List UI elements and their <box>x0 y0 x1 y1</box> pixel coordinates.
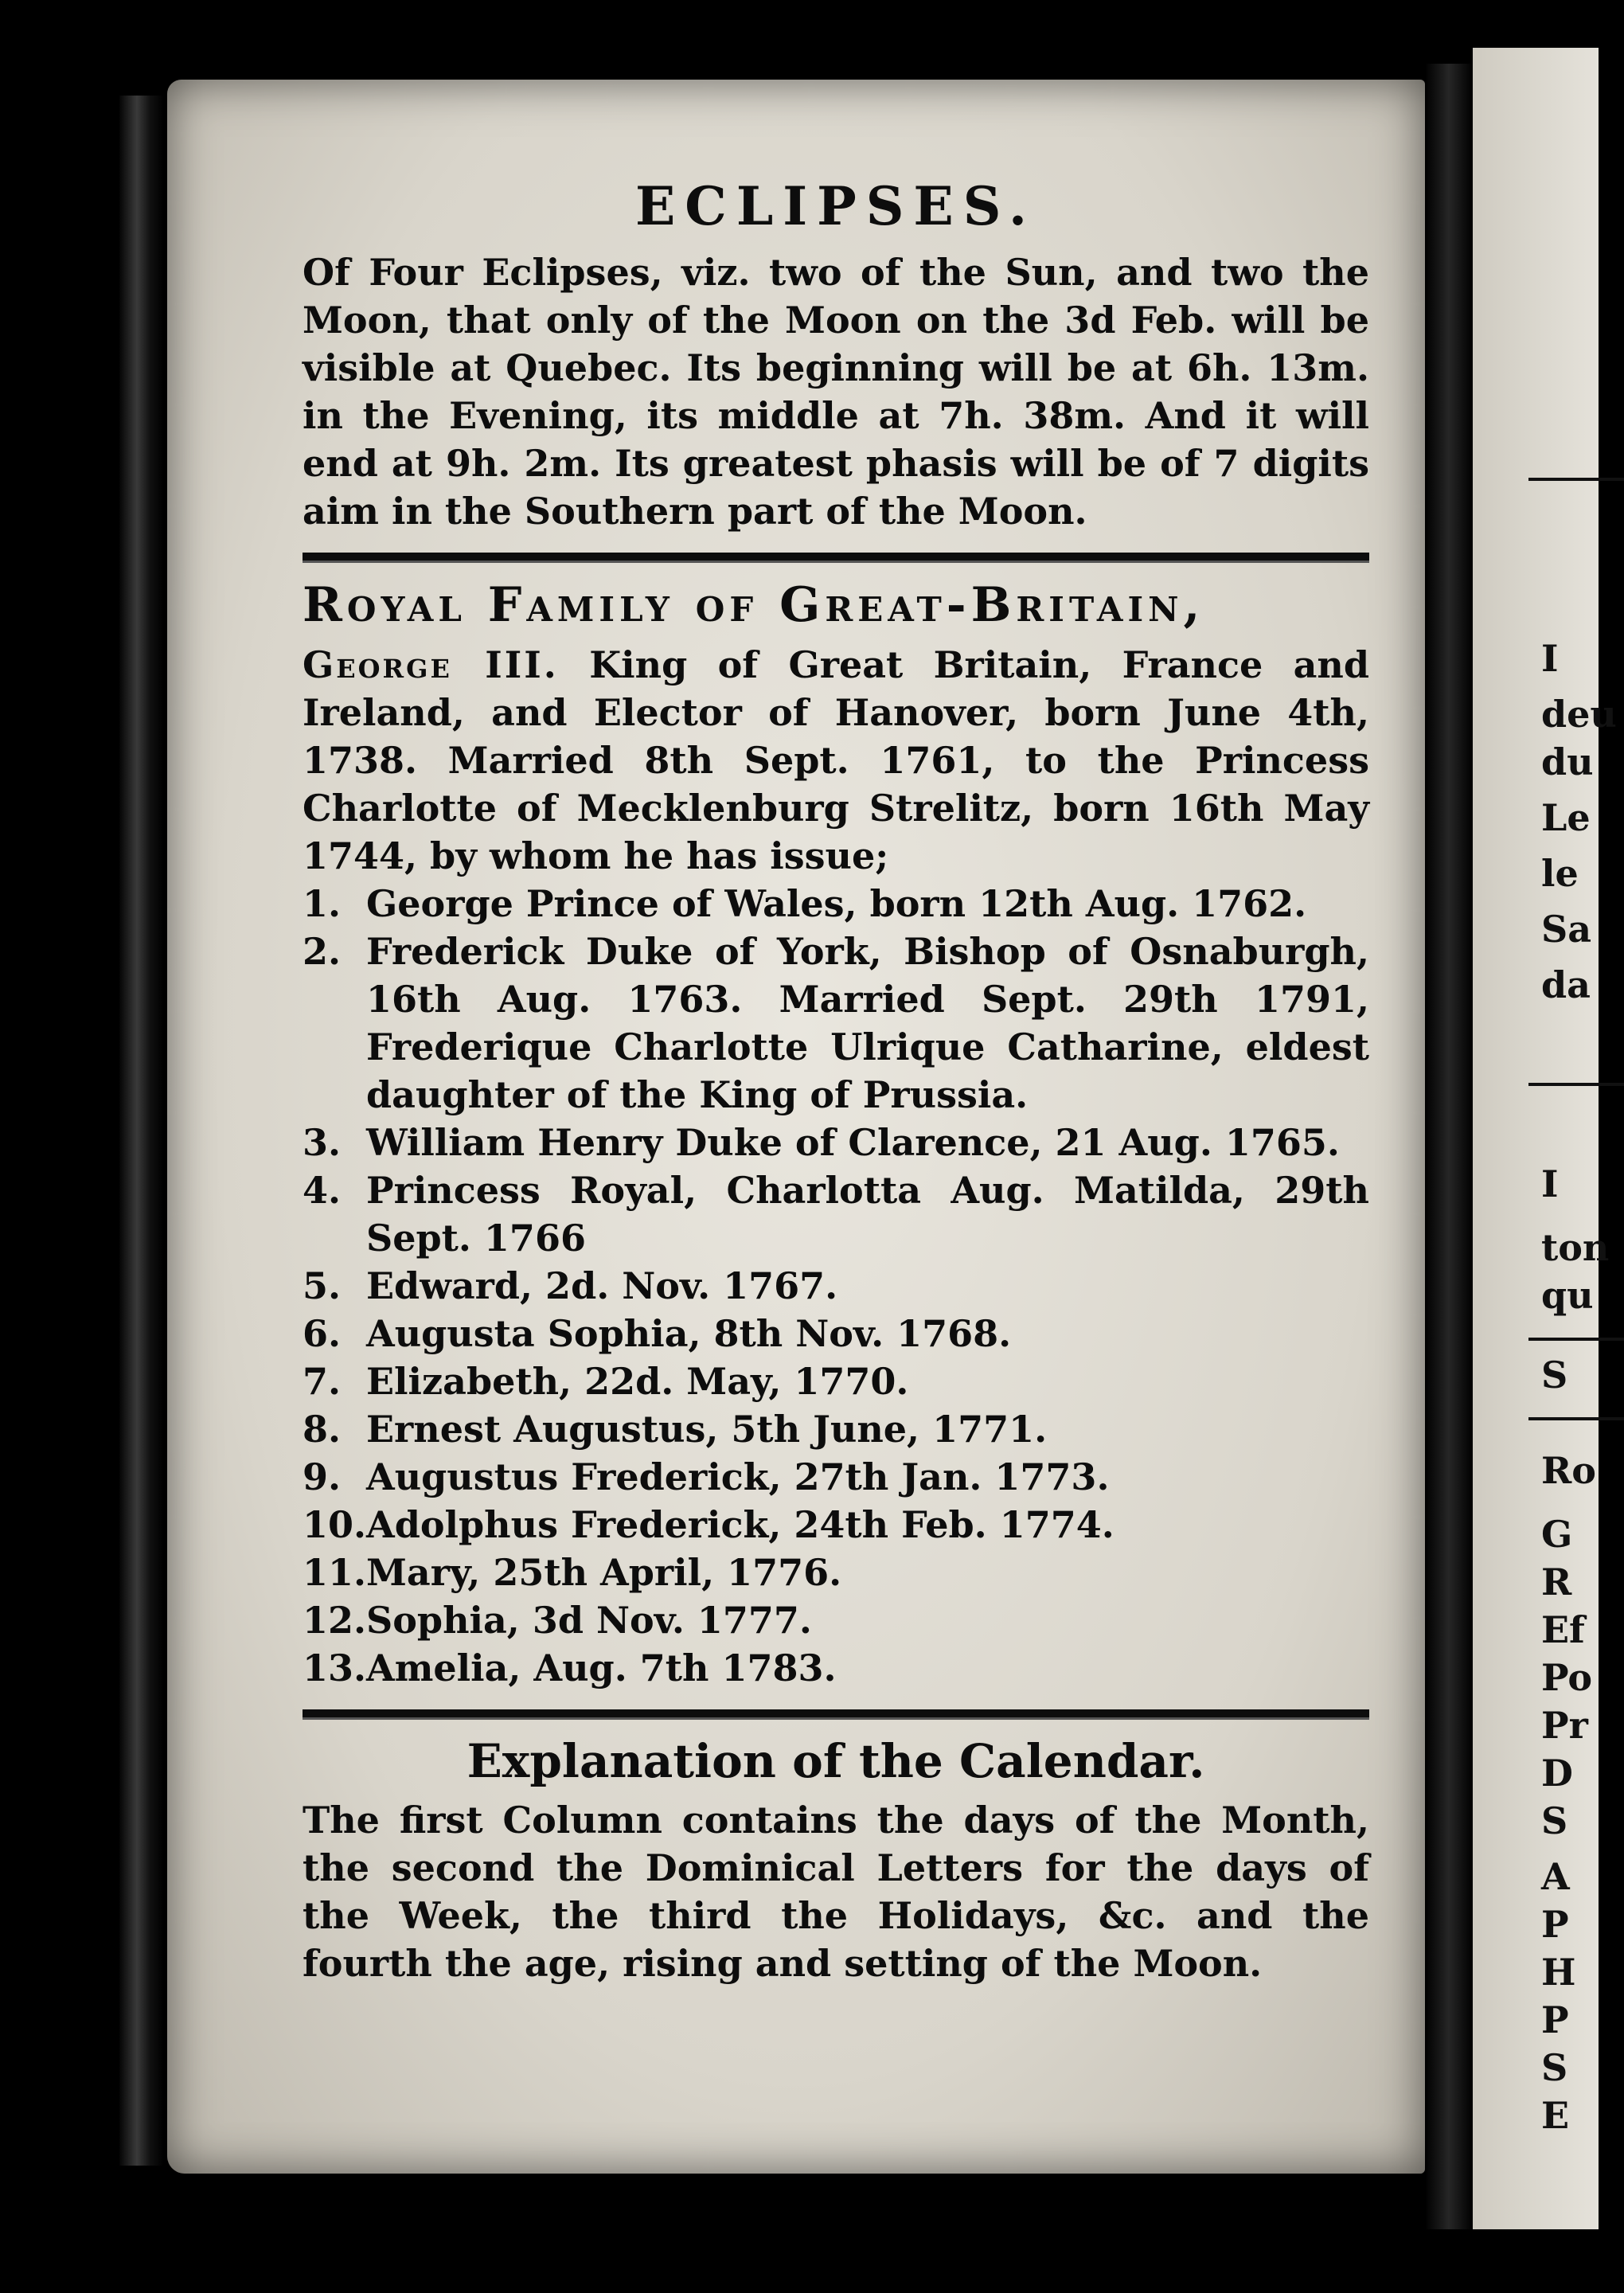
adjacent-page-line: A <box>1541 1855 1570 1898</box>
king-entry <box>303 641 1369 880</box>
issue-list-item <box>303 1549 1369 1596</box>
issue-number: 6. <box>303 1312 342 1355</box>
king-name: George III. <box>303 643 559 686</box>
adjacent-page-line: Ef <box>1541 1608 1585 1651</box>
adjacent-page-line: Sa <box>1541 908 1592 951</box>
adjacent-page-line: I <box>1541 1162 1559 1205</box>
adjacent-page-line: le <box>1541 852 1579 895</box>
issue-list-item <box>303 1596 1369 1644</box>
adjacent-page-line: deu <box>1541 693 1617 736</box>
adjacent-page-fragment <box>1473 48 1617 2229</box>
royal-family-title: Royal Family of Great-Britain, <box>303 577 1205 633</box>
issue-number: 7. <box>303 1360 342 1403</box>
adjacent-page-rule <box>1528 1083 1624 1086</box>
issue-text: George Prince of Wales, born 12th Aug. 1762. <box>366 882 1307 925</box>
issue-number: 12. <box>303 1599 367 1642</box>
issue-number: 9. <box>303 1455 342 1498</box>
book-binding-left <box>119 96 163 2166</box>
adjacent-page-line: Ro <box>1541 1449 1596 1492</box>
issue-number: 10. <box>303 1503 367 1546</box>
adjacent-page-line: D <box>1541 1752 1573 1795</box>
issue-list-item <box>303 1453 1369 1501</box>
issue-text: Frederick Duke of York, Bishop of Osnaburgh, 16th Aug. 1763. Married Sept. 29th 1791, Frederique Charlotte Ulrique Catharine, eldest daughter of the King of Prussia. <box>366 930 1369 1116</box>
issue-text: Princess Royal, Charlotta Aug. Matilda, 29th Sept. 1766 <box>366 1169 1369 1260</box>
issue-list-item <box>303 1501 1369 1549</box>
adjacent-page-line: G <box>1541 1513 1573 1556</box>
issue-number: 11. <box>303 1551 367 1594</box>
adjacent-page-rule <box>1528 1338 1624 1341</box>
issue-number: 5. <box>303 1264 342 1307</box>
adjacent-page-line: S <box>1541 2046 1568 2089</box>
book-page <box>167 80 1425 2174</box>
section-divider <box>303 553 1369 563</box>
issue-number: 4. <box>303 1169 342 1212</box>
explanation-paragraph: The first Column contains the days of the Month, the second the Dominical Letters for the days of the Week, the third the Holidays, &c. and the fourth the age, rising and setting of the Moon. <box>303 1799 1369 1985</box>
adjacent-page-rule <box>1528 1417 1624 1420</box>
book-gutter <box>1425 64 1473 2229</box>
issue-text: Edward, 2d. Nov. 1767. <box>366 1264 838 1307</box>
adjacent-page-line: du <box>1541 740 1594 783</box>
adjacent-page-line: S <box>1541 1799 1568 1842</box>
issue-list-item <box>303 1262 1369 1310</box>
issue-list-item <box>303 880 1369 928</box>
adjacent-page-line: E <box>1541 2094 1570 2137</box>
issue-list-item <box>303 1405 1369 1453</box>
issue-text: William Henry Duke of Clarence, 21 Aug. 1765. <box>366 1121 1340 1164</box>
issue-text: Elizabeth, 22d. May, 1770. <box>366 1360 909 1403</box>
royal-issue-list <box>303 880 1369 1692</box>
issue-list-item <box>303 1310 1369 1357</box>
issue-number: 13. <box>303 1647 367 1689</box>
issue-number: 3. <box>303 1121 342 1164</box>
issue-number: 2. <box>303 930 342 973</box>
page-content <box>303 175 1369 1987</box>
adjacent-page-line: Po <box>1541 1656 1593 1699</box>
adjacent-page-line: ton <box>1541 1226 1610 1269</box>
eclipses-paragraph: Of Four Eclipses, viz. two of the Sun, and two the Moon, that only of the Moon on the 3d Feb. will be visible at Quebec. Its beginning will be at 6h. 13m. in the Evening, its middle at 7h. 38m. And it will end at 9h. 2m. Its greatest phasis will be of 7 digits aim in the Southern part of the Moon. <box>303 251 1369 533</box>
explanation-title: Explanation of the Calendar. <box>467 1734 1205 1788</box>
king-text: King of Great Britain, France and Ireland, and Elector of Hanover, born June 4th, 1738. Married 8th Sept. 1761, to the Princess Charlotte of Mecklenburg Strelitz, born 16th May 1744, by whom he has issue; <box>303 643 1369 877</box>
adjacent-page-line: Pr <box>1541 1704 1588 1747</box>
issue-text: Mary, 25th April, 1776. <box>366 1551 842 1594</box>
issue-list-item <box>303 1166 1369 1262</box>
issue-text: Amelia, Aug. 7th 1783. <box>366 1647 837 1689</box>
adjacent-page-line: Le <box>1541 796 1591 839</box>
issue-text: Augusta Sophia, 8th Nov. 1768. <box>366 1312 1012 1355</box>
adjacent-page-line: qu <box>1541 1274 1594 1317</box>
issue-text: Sophia, 3d Nov. 1777. <box>366 1599 812 1642</box>
issue-list-item <box>303 1357 1369 1405</box>
issue-text: Augustus Frederick, 27th Jan. 1773. <box>366 1455 1110 1498</box>
issue-number: 1. <box>303 882 342 925</box>
adjacent-page-line: P <box>1541 1903 1569 1946</box>
adjacent-page-line: I <box>1541 637 1559 680</box>
issue-text: Adolphus Frederick, 24th Feb. 1774. <box>366 1503 1115 1546</box>
issue-number: 8. <box>303 1408 342 1451</box>
issue-text: Ernest Augustus, 5th June, 1771. <box>366 1408 1048 1451</box>
section-divider <box>303 1709 1369 1720</box>
adjacent-page-line: P <box>1541 1998 1569 2041</box>
issue-list-item <box>303 1644 1369 1692</box>
adjacent-page-line: R <box>1541 1561 1572 1604</box>
issue-list-item <box>303 1119 1369 1166</box>
page-heading: ECLIPSES. <box>635 175 1036 237</box>
issue-list-item <box>303 928 1369 1119</box>
adjacent-page-line: S <box>1541 1354 1568 1397</box>
adjacent-page-line: H <box>1541 1951 1576 1994</box>
adjacent-page-rule <box>1528 478 1624 481</box>
adjacent-page-line: da <box>1541 963 1591 1006</box>
